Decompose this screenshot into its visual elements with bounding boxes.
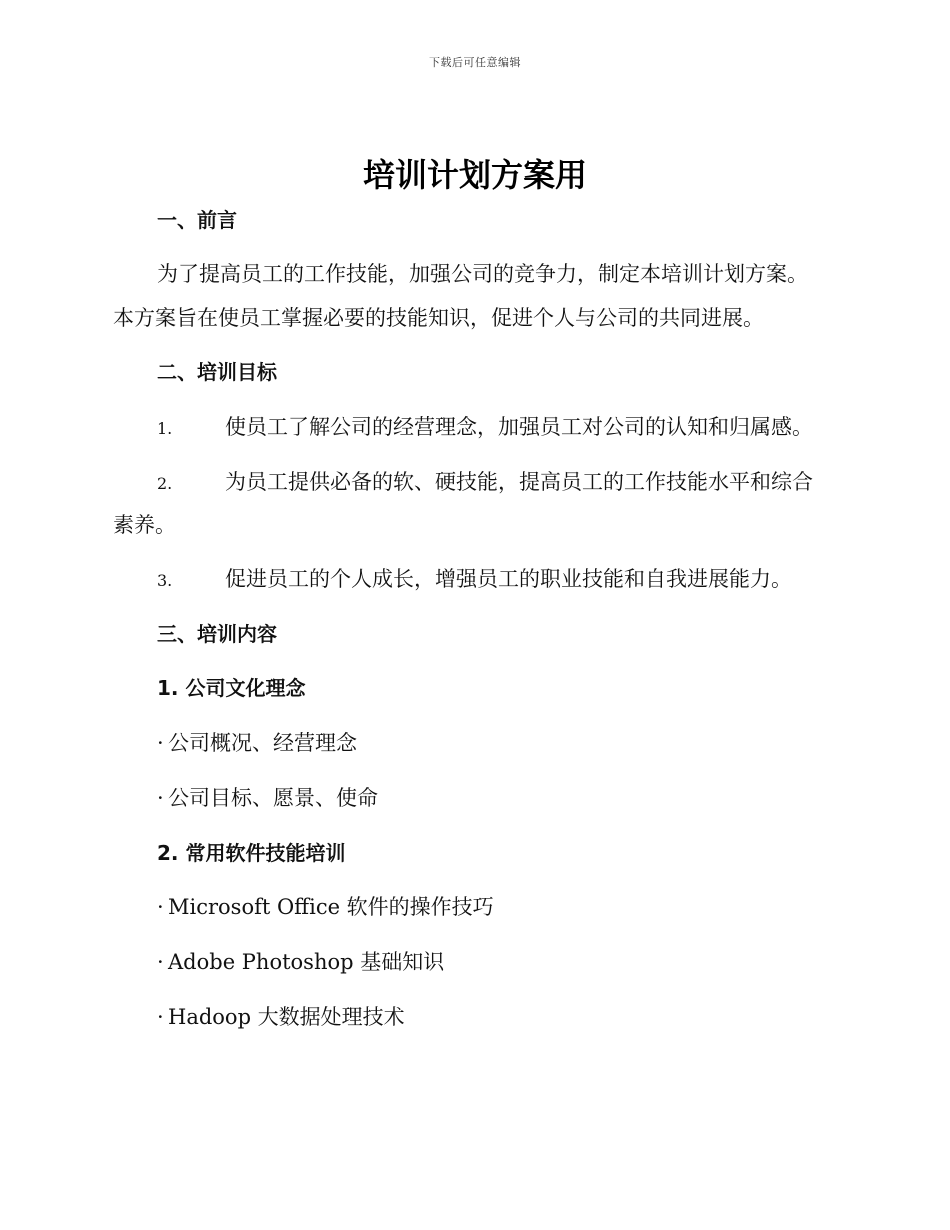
goal-text: 使员工了解公司的经营理念，加强员工对公司的认知和归属感。 [225,415,813,439]
list-item [157,948,444,976]
goal-item [157,413,813,443]
header-note: 下载后可任意编辑 [429,56,521,69]
section-heading-preface: 一、前言 [157,208,237,232]
bullet: · [157,895,164,919]
bullet: · [157,1005,164,1029]
goal-text-continuation: 素养。 [113,513,176,537]
list-item-text: 公司概况、经营理念 [168,731,357,755]
goal-item [157,468,813,498]
goal-number: 1. [157,419,173,438]
goal-item [157,565,792,595]
preface-paragraph-line-2: 本方案旨在使员工掌握必要的技能知识，促进个人与公司的共同进展。 [113,306,764,330]
list-item [157,729,357,757]
section-heading-content: 三、培训内容 [157,622,277,646]
subsection-heading-software: 2. 常用软件技能培训 [157,841,346,865]
list-item-text: Microsoft Office 软件的操作技巧 [168,895,494,919]
bullet: · [157,786,164,810]
goal-text: 促进员工的个人成长，增强员工的职业技能和自我进展能力。 [225,567,792,591]
list-item-text: Hadoop 大数据处理技术 [168,1005,405,1029]
section-heading-goals: 二、培训目标 [157,360,277,384]
goal-text: 为员工提供必备的软、硬技能，提高员工的工作技能水平和综合 [225,470,813,494]
list-item-text: Adobe Photoshop 基础知识 [168,950,445,974]
list-item [157,1003,405,1031]
bullet: · [157,731,164,755]
bullet: · [157,950,164,974]
list-item [157,893,494,921]
goal-number: 3. [157,571,173,590]
preface-paragraph-line-1: 为了提高员工的工作技能，加强公司的竞争力，制定本培训计划方案。 [157,262,808,286]
subsection-heading-culture: 1. 公司文化理念 [157,676,306,700]
list-item [157,784,378,812]
document-title: 培训计划方案用 [362,156,587,194]
list-item-text: 公司目标、愿景、使命 [168,786,378,810]
goal-number: 2. [157,474,173,493]
